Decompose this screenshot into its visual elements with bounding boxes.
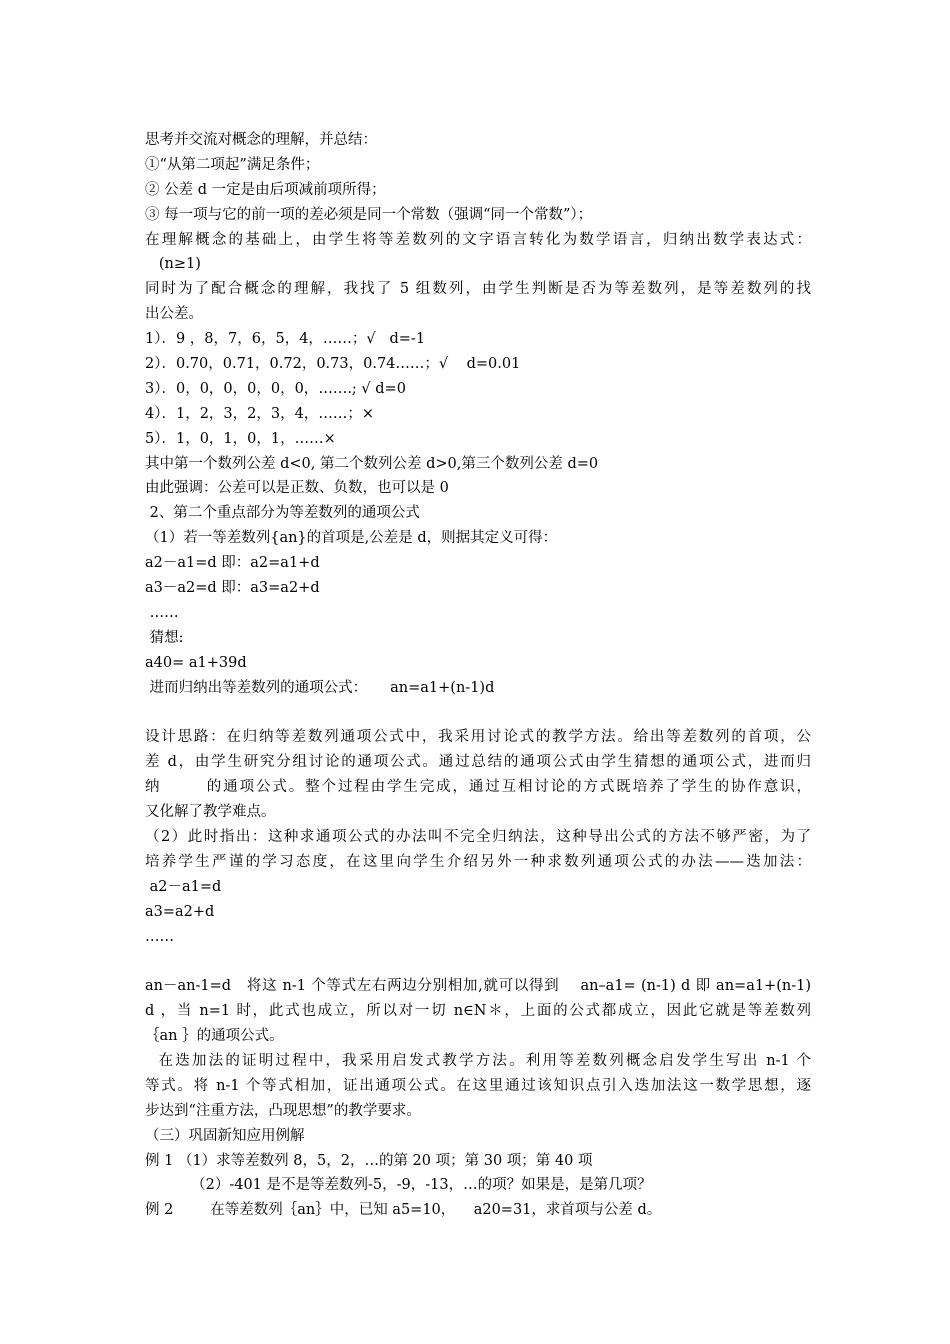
text-line: 培养学生严谨的学习态度，在这里向学生介绍另外一种求数列通项公式的办法——迭加法： — [145, 853, 811, 870]
text-line: …… — [145, 928, 174, 945]
list-item: 5）．1，0，1，0，1，……× — [145, 430, 336, 447]
text-line: 在理解概念的基础上，由学生将等差数列的文字语言转化为数学语言，归纳出数学表达式： — [145, 231, 811, 248]
text-line: 同时为了配合概念的理解，我找了 5 组数列，由学生判断是否为等差数列，是等差数列的找 — [145, 281, 811, 298]
text-line: 其中第一个数列公差 d<0, 第二个数列公差 d>0,第三个数列公差 d=0 — [145, 455, 599, 472]
text-line: ｛an ｝的通项公式。 — [145, 1028, 284, 1045]
list-item: 2）．0.70，0.71，0.72，0.73，0.74……；√ d=0.01 — [145, 356, 521, 373]
list-item: 1）．9 ，8，7，6，5，4，……；√ d=-1 — [145, 331, 426, 348]
text-line: d ，当 n=1 时，此式也成立，所以对一切 n∈N＊，上面的公式都成立，因此它就是等差数列 — [145, 1003, 811, 1020]
text-line: （2）此时指出：这种求通项公式的办法叫不完全归纳法，这种导出公式的方法不够严密，为了 — [145, 828, 811, 845]
list-item: 3）．0，0，0，0，0，0，…….; √ d=0 — [145, 380, 406, 397]
text-line: (n≥1) — [145, 256, 201, 273]
formula-line: a2－a1=d — [145, 878, 222, 895]
text-line: 差 d，由学生研究分组讨论的通项公式。通过总结的通项公式由学生猜想的通项公式，进而归 — [145, 754, 811, 771]
text-line: 纳 的通项公式。整个过程由学生完成，通过互相讨论的方式既培养了学生的协作意识， — [145, 779, 811, 796]
text-line: （1）若一等差数列{an}的首项是,公差是 d，则据其定义可得： — [145, 530, 558, 547]
formula-line: a3=a2+d — [145, 903, 215, 920]
blank-line — [145, 700, 811, 725]
section-heading: 2、第二个重点部分为等差数列的通项公式 — [145, 505, 420, 522]
text-line: 步达到“注重方法，凸现思想”的教学要求。 — [145, 1102, 421, 1119]
text-line: 思考并交流对概念的理解，并总结： — [145, 132, 377, 148]
formula-line: a2－a1=d 即：a2=a1+d — [145, 555, 320, 572]
text-line: 进而归纳出等差数列的通项公式： an=a1+(n-1)d — [145, 679, 495, 696]
example-line: （2）-401 是不是等差数列-5，-9，-13，…的项？如果是，是第几项？ — [145, 1177, 652, 1194]
blank-line — [145, 949, 811, 974]
text-line: 出公差。 — [145, 306, 203, 323]
formula-line: a3－a2=d 即：a3=a2+d — [145, 580, 320, 597]
text-line: 设计思路：在归纳等差数列通项公式中，我采用讨论式的教学方法。给出等差数列的首项，公 — [145, 729, 811, 746]
text-line: 等式。将 n-1 个等式相加，证出通项公式。在这里通过该知识点引入迭加法这一数学思想，逐 — [145, 1077, 811, 1094]
text-line: 猜想: — [145, 629, 184, 646]
text-line: ② 公差 d 一定是由后项减前项所得； — [145, 181, 386, 198]
list-item: 4）．1，2，3，2，3，4，……；× — [145, 405, 374, 422]
section-heading: （三）巩固新知应用例解 — [145, 1127, 305, 1144]
example-line: 例 2 在等差数列｛an｝中，已知 a5=10， a20=31，求首项与公差 d。 — [145, 1202, 662, 1219]
formula-line: a40= a1+39d — [145, 654, 247, 671]
document-body — [145, 128, 811, 1223]
text-line: ③ 每一项与它的前一项的差必须是同一个常数（强调“同一个常数”）； — [145, 206, 593, 223]
text-line: 由此强调：公差可以是正数、负数，也可以是 0 — [145, 480, 449, 497]
text-line: …… — [145, 604, 179, 621]
text-line: ①“从第二项起”满足条件； — [145, 156, 320, 173]
text-line: an－an-1=d 将这 n-1 个等式左右两边分别相加,就可以得到 an–a1= (n-1) d 即 an=a1+(n-1) — [145, 978, 811, 995]
example-line: 例 1 （1）求等差数列 8，5，2，…的第 20 项；第 30 项；第 40 项 — [145, 1152, 593, 1169]
text-line: 在迭加法的证明过程中，我采用启发式教学方法。利用等差数列概念启发学生写出 n-1 个 — [145, 1052, 811, 1069]
text-line: 又化解了教学难点。 — [145, 804, 276, 821]
